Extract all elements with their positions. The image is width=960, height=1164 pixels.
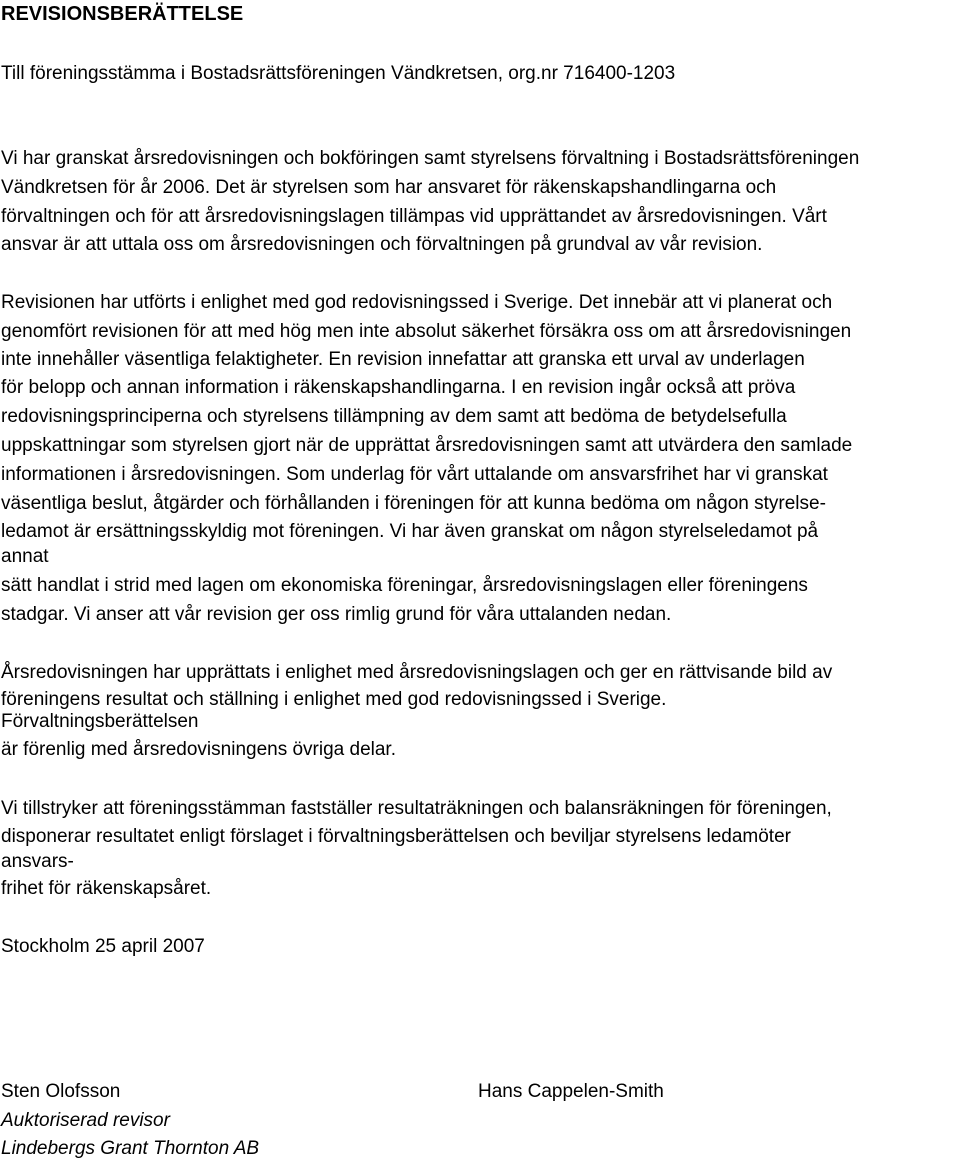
text-line: förvaltningen och för att årsredovisningslagen tillämpas vid upprättandet av årsredovisningen. Vårt — [1, 206, 827, 227]
document-title: REVISIONSBERÄTTELSE — [1, 3, 244, 25]
text-line: frihet för räkenskapsåret. — [1, 878, 212, 899]
text-line: redovisningsprinciperna och styrelsens tillämpning av dem samt att bedöma de betydelsefulla — [1, 406, 787, 427]
text-line: annat — [1, 546, 49, 567]
text-line: disponerar resultatet enligt förslaget i förvaltningsberättelsen och beviljar styrelsens ledamöter — [1, 826, 791, 847]
text-line: är förenlig med årsredovisningens övriga delar. — [1, 739, 396, 760]
text-line: ledamot är ersättningsskyldig mot föreningen. Vi har även granskat om någon styrelseledamot på — [1, 521, 819, 542]
text-line: för belopp och annan information i räkenskapshandlingarna. I en revision ingår också att pröva — [1, 377, 796, 398]
text-line: informationen i årsredovisningen. Som underlag för vårt uttalande om ansvarsfrihet har vi granskat — [1, 464, 828, 485]
text-line: Årsredovisningen har upprättats i enlighet med årsredovisningslagen och ger en rättvisande bild av — [1, 662, 833, 683]
text-line: Vändkretsen för år 2006. Det är styrelsen som har ansvaret för räkenskapshandlingarna och — [1, 177, 777, 198]
text-line: Revisionen har utförts i enlighet med god redovisningssed i Sverige. Det innebär att vi planerat och — [1, 292, 833, 313]
text-line: uppskattningar som styrelsen gjort när de upprättat årsredovisningen samt att utvärdera den samlade — [1, 435, 853, 456]
text-line: Vi har granskat årsredovisningen och bokföringen samt styrelsens förvaltning i Bostadsrättsföreningen — [1, 148, 860, 169]
text-line: inte innehåller väsentliga felaktigheter. En revision innefattar att granska ett urval av underlagen — [1, 349, 805, 370]
text-line: ansvar är att uttala oss om årsredovisningen och förvaltningen på grundval av vår revision. — [1, 234, 763, 255]
signatory-name: Sten Olofsson — [1, 1081, 121, 1102]
signatory-name: Hans Cappelen-Smith — [478, 1081, 664, 1102]
text-line: väsentliga beslut, åtgärder och förhållanden i föreningen för att kunna bedöma om någon styrelse- — [1, 493, 826, 514]
text-line: Förvaltningsberättelsen — [1, 711, 199, 732]
place-date: Stockholm 25 april 2007 — [1, 936, 205, 957]
addressee-line: Till föreningsstämma i Bostadsrättsföreningen Vändkretsen, org.nr 716400-1203 — [1, 63, 676, 84]
signatory-firm: Lindebergs Grant Thornton AB — [1, 1138, 260, 1159]
text-line: sätt handlat i strid med lagen om ekonomiska föreningar, årsredovisningslagen eller föreningens — [1, 575, 808, 596]
signatory-role: Auktoriserad revisor — [1, 1110, 170, 1131]
text-line: Vi tillstryker att föreningsstämman fastställer resultaträkningen och balansräkningen för föreningen, — [1, 798, 832, 819]
text-line: föreningens resultat och ställning i enlighet med god redovisningssed i Sverige. — [1, 689, 667, 710]
text-line: ansvars- — [1, 851, 74, 872]
text-line: stadgar. Vi anser att vår revision ger oss rimlig grund för våra uttalanden nedan. — [1, 604, 672, 625]
text-line: genomfört revisionen för att med hög men inte absolut säkerhet försäkra oss om att årsredovisningen — [1, 321, 852, 342]
